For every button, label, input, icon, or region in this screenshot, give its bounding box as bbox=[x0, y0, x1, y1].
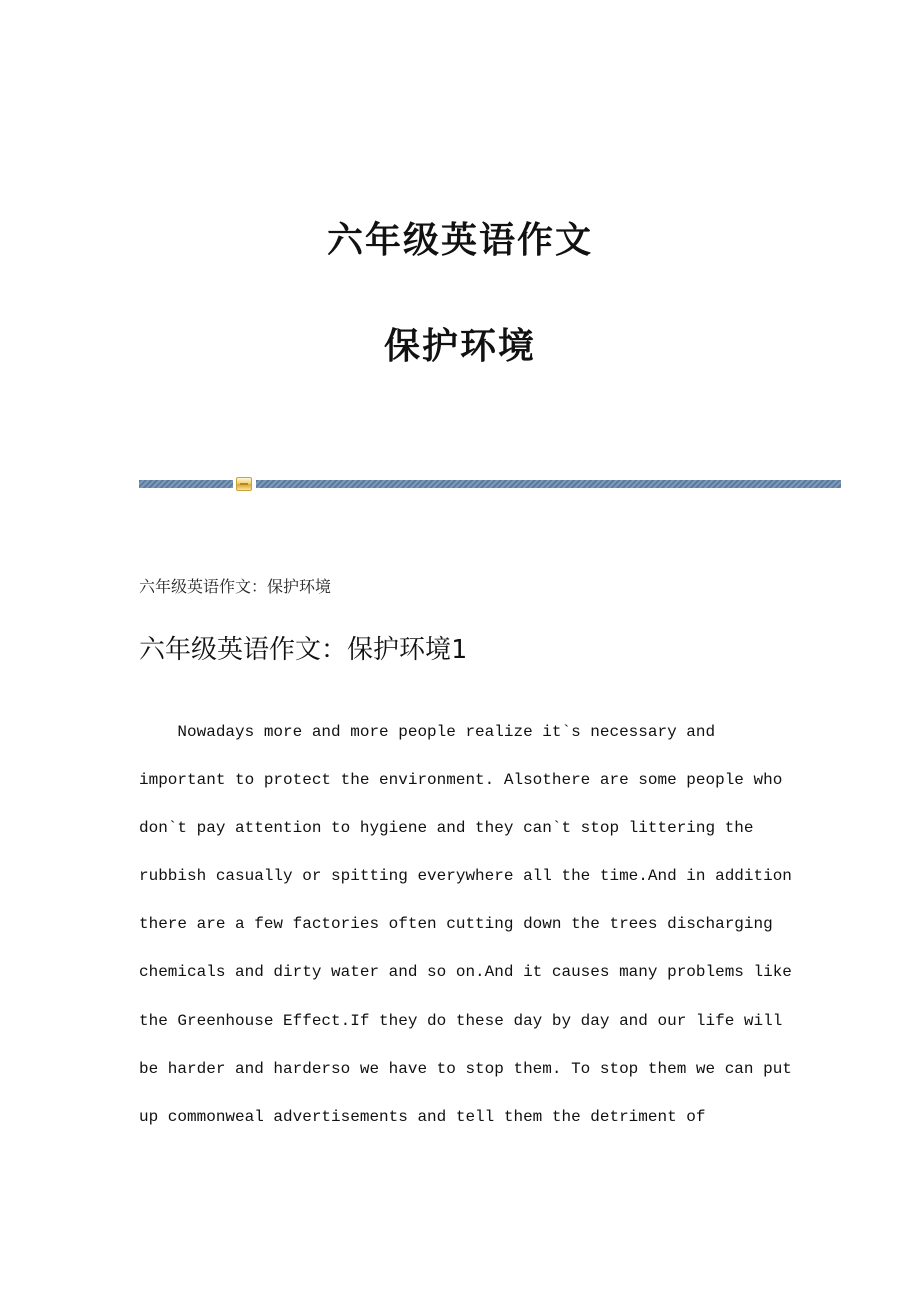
document-title: 六年级英语作文 bbox=[326, 219, 593, 261]
divider-bar-right bbox=[256, 480, 841, 488]
breadcrumb: 六年级英语作文：保护环境 bbox=[139, 577, 332, 596]
section-divider bbox=[139, 477, 841, 491]
paragraph-line: chemicals and dirty water and so on.And it causes many problems like bbox=[139, 963, 792, 982]
paragraph-line: rubbish casually or spitting everywhere all the time.And in addition bbox=[139, 867, 792, 886]
paragraph-line: there are a few factories often cutting down the trees discharging bbox=[139, 915, 773, 934]
divider-bar-left bbox=[139, 480, 233, 488]
section-heading: 六年级英语作文：保护环境1 bbox=[139, 635, 467, 665]
paragraph-line: the Greenhouse Effect.If they do these day by day and our life will bbox=[139, 1011, 783, 1030]
paragraph-line: important to protect the environment. Alsothere are some people who bbox=[139, 771, 783, 790]
divider-ornament-icon bbox=[236, 477, 252, 491]
body-paragraph bbox=[139, 708, 799, 1141]
paragraph-line: be harder and harderso we have to stop them. To stop them we can put bbox=[139, 1059, 792, 1078]
paragraph-line: don`t pay attention to hygiene and they can`t stop littering the bbox=[139, 819, 754, 838]
paragraph-line: up commonweal advertisements and tell them the detriment of bbox=[139, 1107, 706, 1126]
document-subtitle: 保护环境 bbox=[383, 325, 536, 367]
paragraph-line: Nowadays more and more people realize it`s necessary and bbox=[139, 723, 716, 741]
